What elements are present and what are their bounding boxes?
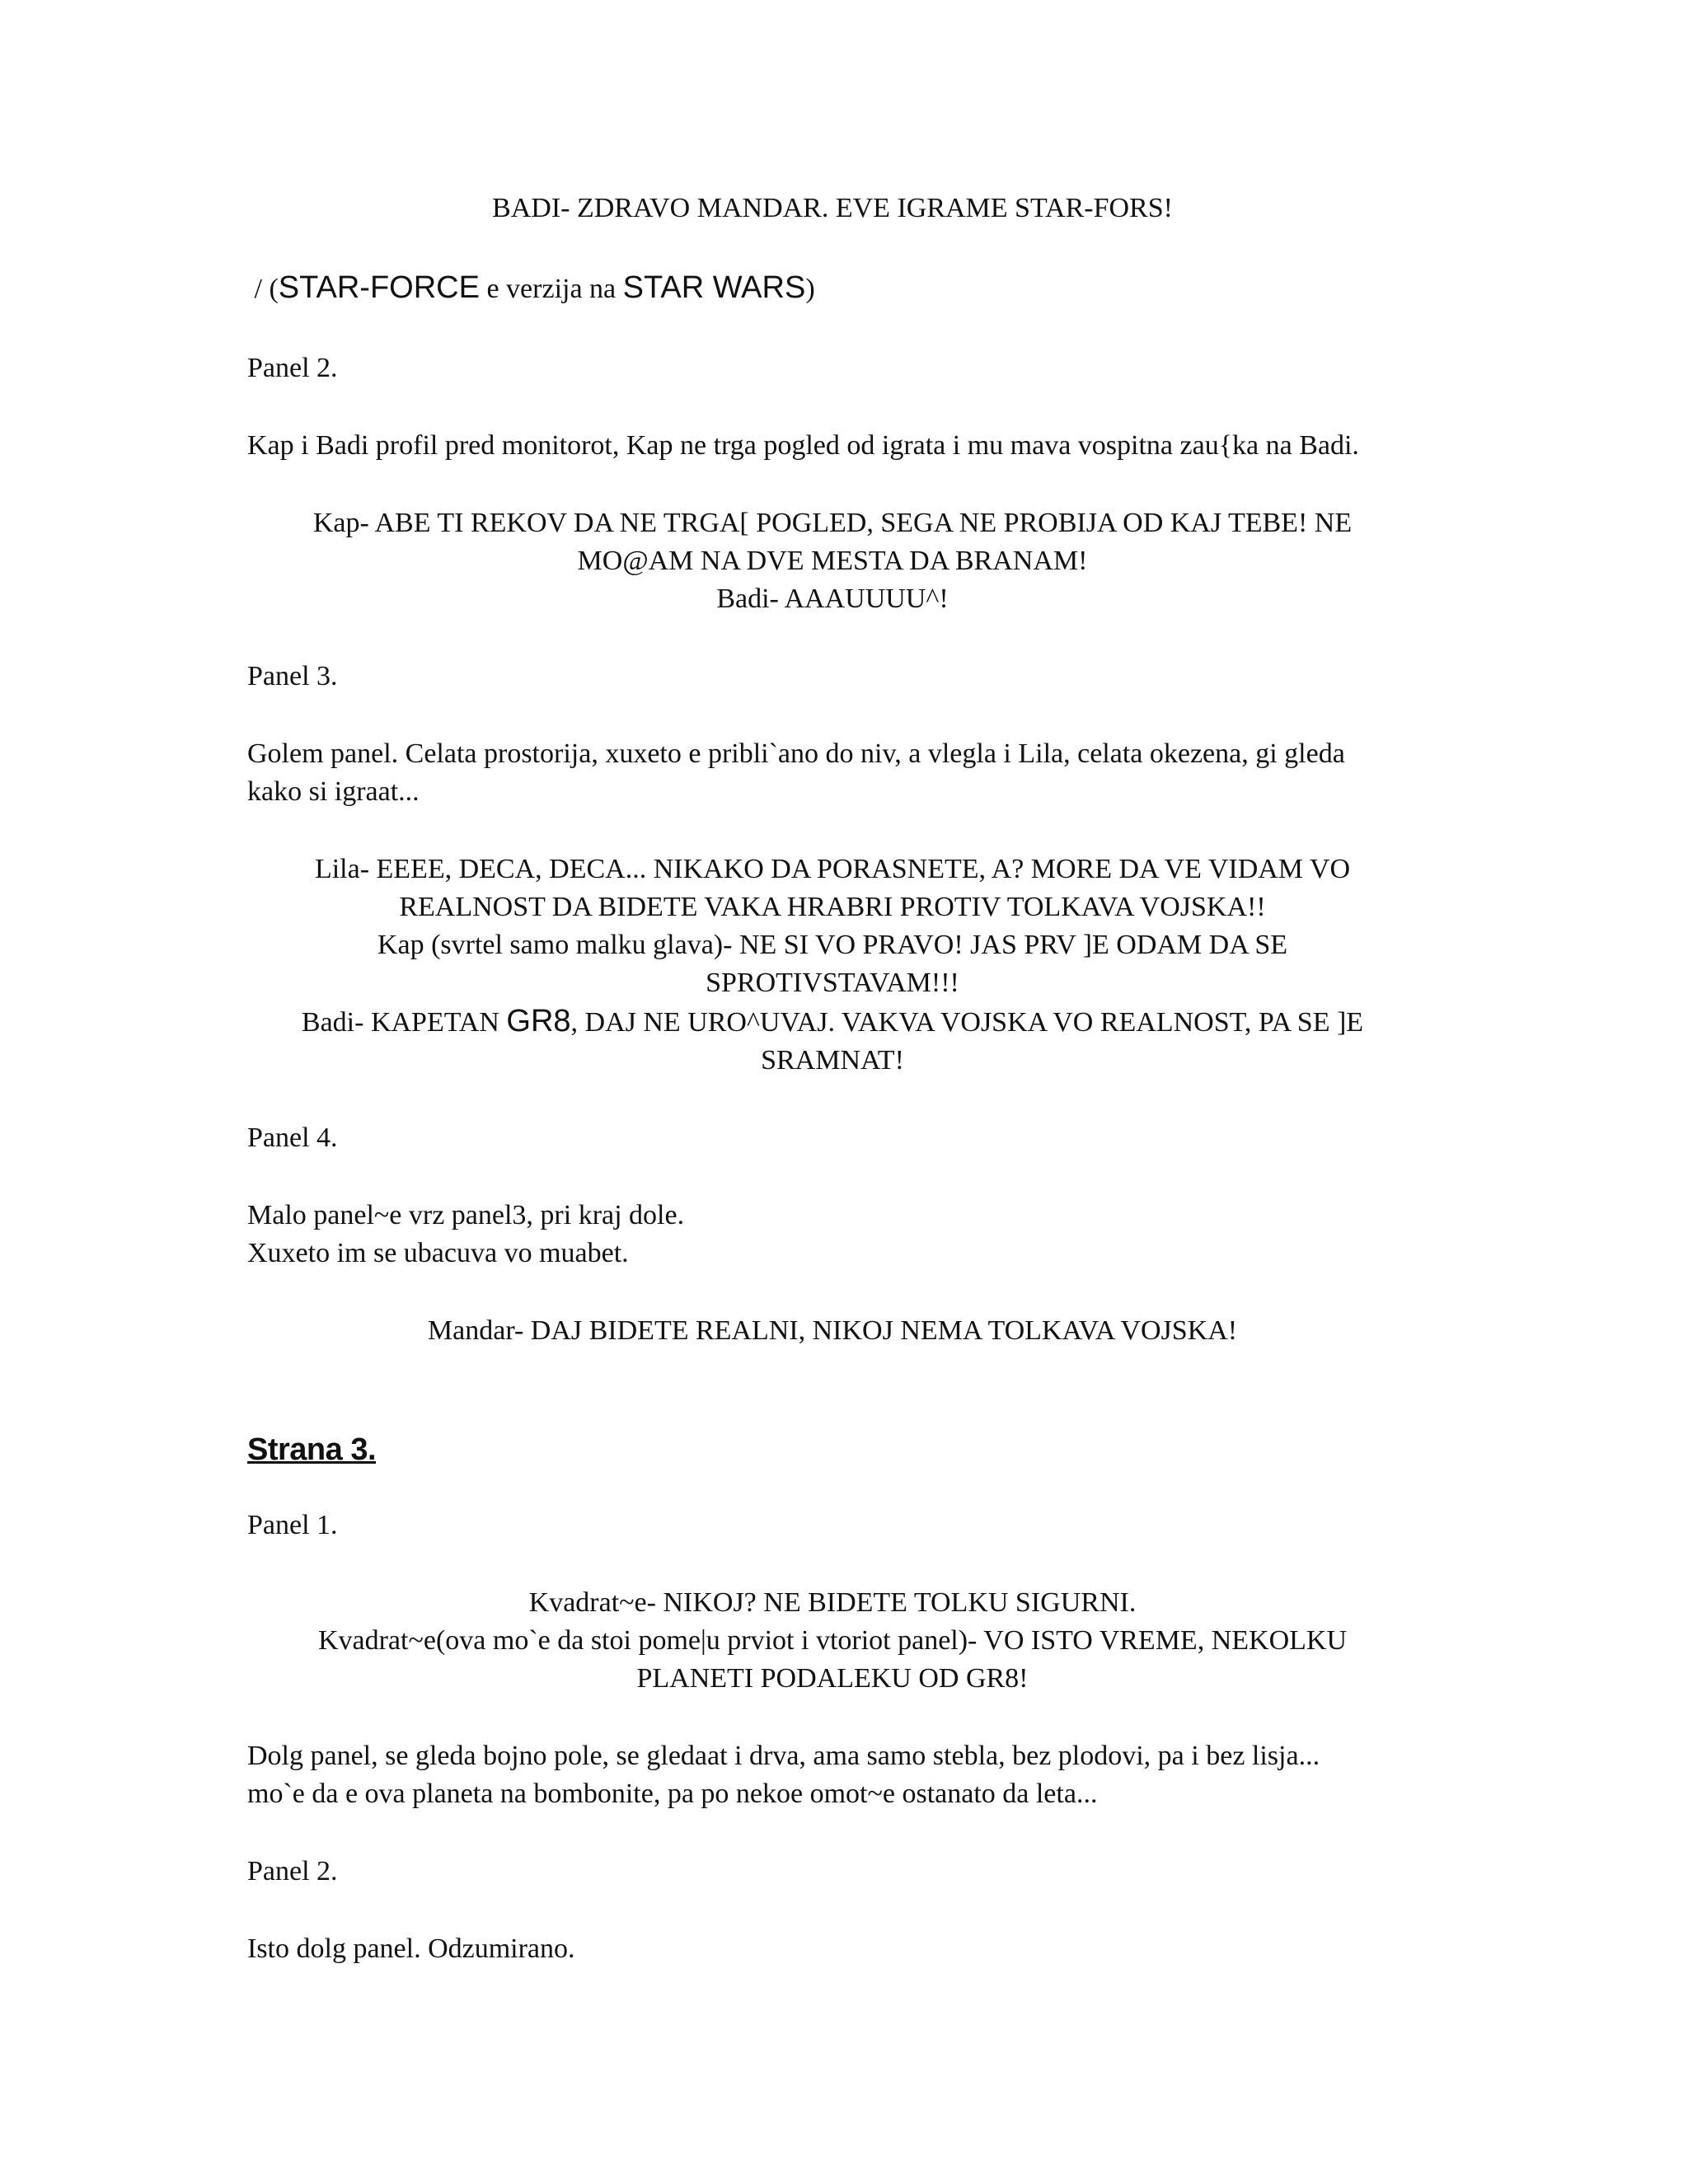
dialogue-line: Kap (svrtel samo malku glava)- NE SI VO PRAVO! JAS PRV ]E ODAM DA SE — [377, 930, 1288, 960]
dialogue-prefix: Badi- KAPETAN — [301, 1007, 507, 1038]
caption-line: Kvadrat~e- NIKOJ? NE BIDETE TOLKU SIGURNI. — [528, 1587, 1137, 1618]
dialogue-term-gr8: GR8 — [506, 1004, 571, 1038]
panel-description: Isto dolg panel. Odzumirano. — [247, 1933, 575, 1964]
note-term-star-wars: STAR WARS — [622, 270, 806, 305]
panel-description: kako si igraat... — [247, 776, 420, 807]
panel-description: Kap i Badi profil pred monitorot, Kap ne trga pogled od igrata i mu mava vospitna zau{ka na Badi. — [247, 430, 1359, 461]
dialogue-line: Badi- AAAUUUU^! — [716, 583, 949, 614]
note-suffix: ) — [805, 274, 815, 304]
note-line — [247, 267, 1418, 310]
caption-line: PLANETI PODALEKU OD GR8! — [636, 1663, 1029, 1694]
panel-heading: Panel 3. — [247, 661, 338, 691]
panel-description: Xuxeto im se ubacuva vo muabet. — [247, 1238, 629, 1268]
dialogue-line: Mandar- DAJ BIDETE REALNI, NIKOJ NEMA TOLKAVA VOJSKA! — [427, 1315, 1238, 1346]
panel-heading: Panel 1. — [247, 1510, 338, 1540]
panel-description: mo`e da e ova planeta na bombonite, pa po nekoe omot~e ostanato da leta... — [247, 1779, 1098, 1809]
note-mid: e verzija na — [479, 274, 623, 304]
dialogue-line: REALNOST DA BIDETE VAKA HRABRI PROTIV TOLKAVA VOJSKA!! — [399, 892, 1266, 922]
dialogue-suffix: , DAJ NE URO^UVAJ. VAKVA VOJSKA VO REALNOST, PA SE ]E — [570, 1007, 1364, 1038]
dialogue-line: SRAMNAT! — [761, 1045, 904, 1076]
document-page — [247, 190, 1418, 1968]
note-prefix: / ( — [247, 274, 279, 304]
dialogue-line: BADI- ZDRAVO MANDAR. EVE IGRAME STAR-FORS! — [492, 193, 1173, 223]
panel-description: Golem panel. Celata prostorija, xuxeto e pribli`ano do niv, a vlegla i Lila, celata okezena, gi gleda — [247, 738, 1345, 769]
panel-heading: Panel 2. — [247, 353, 338, 383]
panel-description: Malo panel~e vrz panel3, pri kraj dole. — [247, 1200, 685, 1230]
dialogue-line: Kap- ABE TI REKOV DA NE TRGA[ POGLED, SEGA NE PROBIJA OD KAJ TEBE! NE — [312, 508, 1353, 538]
dialogue-line — [247, 1002, 1418, 1042]
panel-heading: Panel 2. — [247, 1856, 338, 1886]
panel-heading: Panel 4. — [247, 1122, 338, 1153]
caption-line: Kvadrat~e(ova mo`e da stoi pome|u prviot i vtoriot panel)- VO ISTO VREME, NEKOLKU — [317, 1625, 1348, 1656]
page-section-heading: Strana 3. — [247, 1432, 377, 1467]
panel-description: Dolg panel, se gleda bojno pole, se gledaat i drva, ama samo stebla, bez plodovi, pa i bez lisja... — [247, 1741, 1320, 1771]
dialogue-line: Lila- EEEE, DECA, DECA... NIKAKO DA PORASNETE, A? MORE DA VE VIDAM VO — [314, 854, 1351, 884]
dialogue-line: SPROTIVSTAVAM!!! — [706, 968, 959, 998]
dialogue-line: MO@AM NA DVE MESTA DA BRANAM! — [577, 546, 1088, 576]
note-term-star-force: STAR-FORCE — [278, 270, 480, 305]
